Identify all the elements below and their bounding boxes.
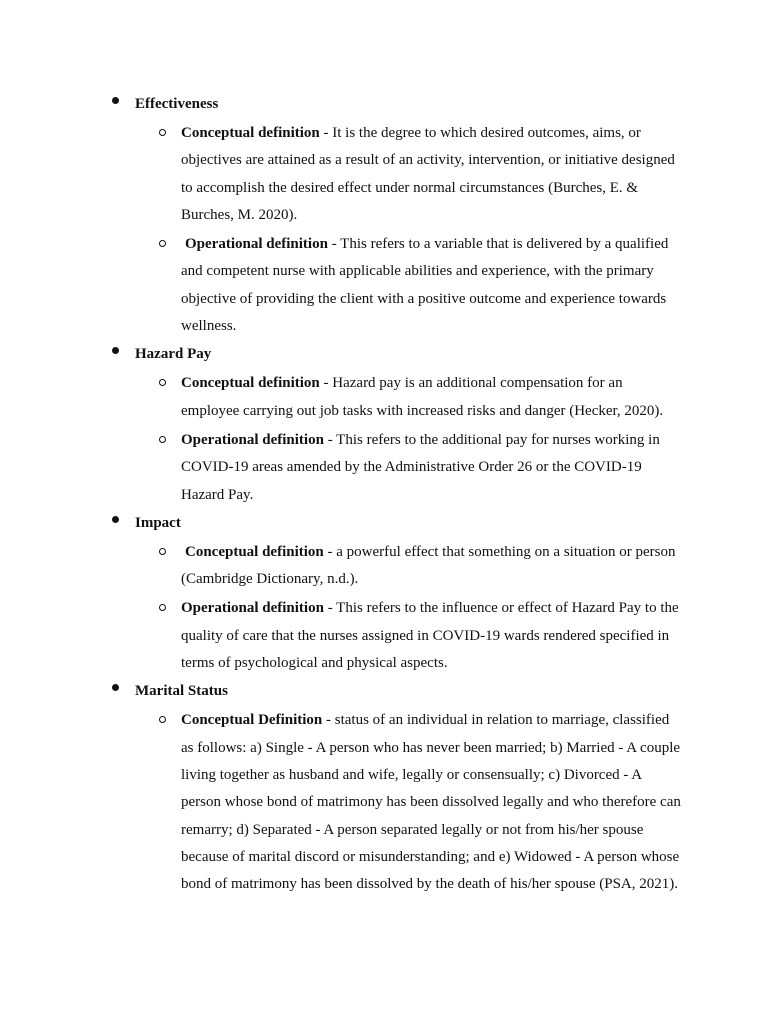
hollow-bullet-icon: [159, 240, 166, 247]
definition-text: - This refers to a variable that is delivered by a qualified and competent nurse with applicable abilities and experience, with the primary objective of providing the client with a positive outcome and experience towards wellness.: [181, 236, 669, 335]
term-heading: Marital Status: [135, 683, 228, 700]
term-item-effectiveness: [0, 92, 768, 340]
definition-text: - This refers to the additional pay for nurses working in COVID-19 areas amended by the Administrative Order 26 or the COVID-19 Hazard Pay.: [181, 431, 660, 503]
definition-label: Operational definition: [185, 236, 328, 253]
definition-list: [135, 707, 768, 898]
definition-label: Operational definition: [181, 431, 324, 448]
definition-text: - Hazard pay is an additional compensation for an employee carrying out job tasks with increased risks and danger (Hecker, 2020).: [181, 375, 664, 419]
definition-item: [135, 231, 681, 340]
hollow-bullet-icon: [159, 129, 166, 136]
definition-list: [135, 120, 768, 340]
term-item-marital-status: [0, 679, 768, 898]
definition-label: Conceptual definition: [181, 125, 320, 141]
definition-label: Operational definition: [181, 600, 324, 617]
definition-list: [135, 539, 768, 677]
filled-bullet-icon: [112, 347, 119, 354]
filled-bullet-icon: [112, 684, 119, 691]
hollow-bullet-icon: [159, 379, 166, 386]
definition-label: Conceptual Definition: [181, 712, 323, 729]
definition-list: [135, 370, 768, 508]
definition-item: [135, 120, 681, 229]
definition-item: [135, 707, 681, 898]
definition-item: [135, 595, 681, 677]
definition-label: Conceptual definition: [185, 543, 324, 560]
hollow-bullet-icon: [159, 604, 166, 611]
definition-label: Conceptual definition: [181, 375, 320, 392]
filled-bullet-icon: [112, 97, 119, 104]
term-item-impact: [0, 511, 768, 677]
definition-text: - a powerful effect that something on a situation or person (Cambridge Dictionary, n.d.).: [181, 543, 676, 588]
definition-item: [135, 427, 681, 509]
definition-item: [135, 539, 681, 594]
term-list: [0, 92, 768, 900]
hollow-bullet-icon: [159, 716, 166, 723]
definition-text: - status of an individual in relation to marriage, classified as follows: a) Single - A person who has never been married; b) Married - A couple living together as husband and wife, legally or consensually; c) Divorced - A person whose bond of matrimony has been dissolved legally and who therefore can remarry; d) Separated - A person separated legally or not from his/her spouse because of marital discord or misunderstanding; and e) Widowed - A person whose bond of matrimony has been dissolved by the death of his/her spouse (PSA, 2021).: [181, 712, 681, 893]
term-heading: Hazard Pay: [135, 346, 212, 363]
definition-item: [135, 370, 681, 425]
filled-bullet-icon: [112, 516, 119, 523]
term-heading: Impact: [135, 514, 181, 531]
term-item-hazard-pay: [0, 342, 768, 508]
definition-text: - This refers to the influence or effect of Hazard Pay to the quality of care that the nurses assigned in COVID-19 wards rendered specified in terms of psychological and physical aspects.: [181, 600, 679, 672]
term-heading: Effectiveness: [135, 96, 219, 112]
definition-text: - It is the degree to which desired outcomes, aims, or objectives are attained as a result of an activity, intervention, or initiative designed to accomplish the desired effect under normal circumstances (Burches, E. & Burches, M. 2020).: [181, 125, 675, 223]
hollow-bullet-icon: [159, 436, 166, 443]
hollow-bullet-icon: [159, 548, 166, 555]
